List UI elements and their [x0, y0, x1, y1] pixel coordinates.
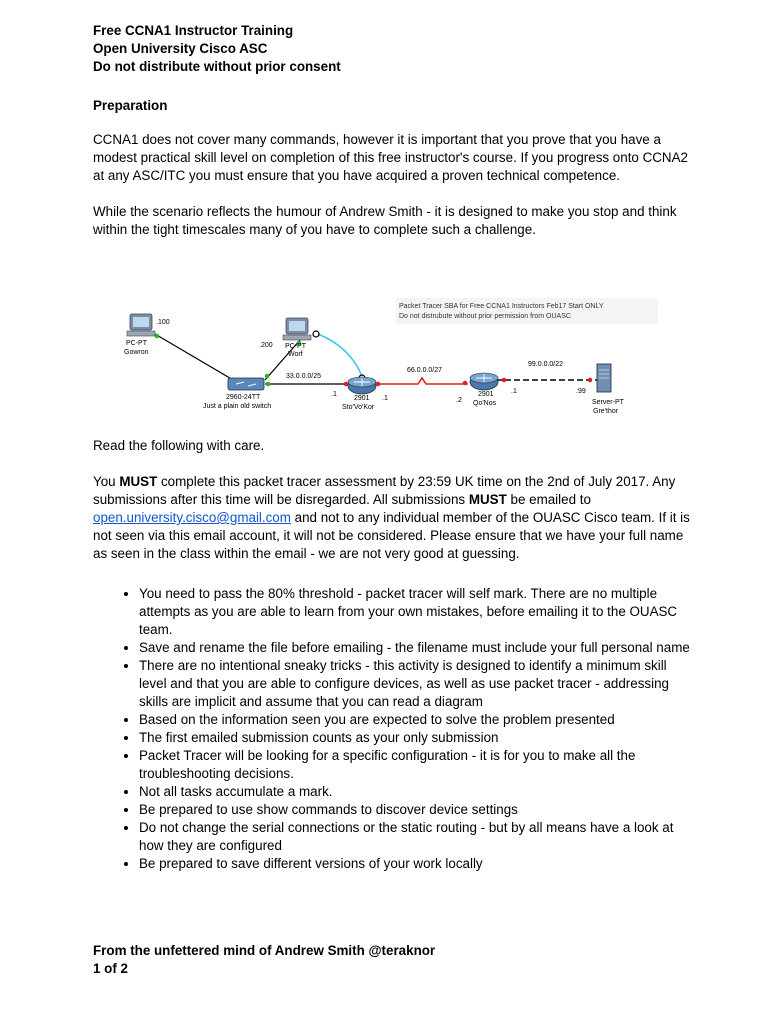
header-notice: Do not distribute without prior consent: [93, 59, 341, 74]
must-text-1: You: [93, 474, 120, 489]
pc1-ip-label: .100: [156, 319, 170, 326]
status-dot: [155, 334, 160, 339]
footer: [93, 942, 435, 978]
link-pc1-switch: [155, 334, 240, 384]
diagram-note-line1: Packet Tracer SBA for Free CCNA1 Instructors Feb17 Start ONLY: [399, 303, 604, 310]
must-emphasis-2: MUST: [468, 492, 507, 507]
header-title: Free CCNA1 Instructor Training: [93, 23, 294, 38]
router2-model-label: 2901: [478, 391, 494, 398]
diagram-note-box: [396, 298, 658, 324]
router1-left-ip: .1: [331, 391, 337, 398]
status-dot: [502, 378, 507, 383]
pc1-type-label: PC-PT: [126, 340, 147, 347]
serial-link: [375, 378, 468, 384]
network2-label: 66.0.0.0/27: [407, 367, 443, 374]
router-icon: [348, 377, 376, 394]
header-subtitle: Open University Cisco ASC: [93, 41, 268, 56]
status-dot: [265, 374, 270, 379]
server-ip-label: .99: [576, 388, 586, 395]
router2-right-ip: .1: [511, 388, 517, 395]
intro-paragraph: CCNA1 does not cover many commands, however it is important that you prove that you have a modest practical skill level on completion of this free instructor's course. If you progress onto CCNA2 at any ASC/ITC you must ensure that you have acquired a proven technical competence.: [93, 132, 688, 183]
switch-name-label: Just a plain old switch: [203, 403, 272, 410]
document-page: [93, 22, 693, 873]
console-cable: [318, 334, 362, 376]
list-item: • You need to pass the 80% threshold - packet tracer will self mark. There are no multiple attempts as you are able to learn from your own mistakes, before emailing it to the OUASC team.: [139, 585, 693, 639]
server-type-label: Server-PT: [592, 399, 624, 406]
router-icon: [470, 373, 498, 390]
switch-icon: [228, 378, 264, 390]
pc-icon: [283, 318, 311, 340]
list-item: • Packet Tracer will be looking for a specific configuration - it is for you to make all the troubleshooting decisions.: [139, 747, 693, 783]
status-dot: [344, 382, 349, 387]
network-diagram: [100, 292, 660, 422]
list-item: • Do not change the serial connections or the static routing - but by all means have a look at how they are configured: [139, 819, 693, 855]
pc2-ip-label: .200: [259, 342, 273, 349]
list-item: • Be prepared to save different versions of your work locally: [139, 855, 693, 873]
status-dot: [588, 378, 593, 383]
router2-name-label: Qo'Nos: [473, 400, 497, 407]
pc2-type-label: PC-PT: [285, 343, 306, 350]
pc-icon: [127, 314, 155, 336]
footer-author: From the unfettered mind of Andrew Smith @teraknor: [93, 943, 436, 958]
router1-name-label: Sto'Vo'Kor: [342, 404, 375, 411]
section-title: Preparation: [93, 98, 168, 113]
list-item: • Not all tasks accumulate a mark.: [139, 783, 693, 801]
list-item: • Based on the information seen you are expected to solve the problem presented: [139, 711, 693, 729]
list-item: • There are no intentional sneaky tricks - this activity is designed to identify a minimum skill level and that you are able to configure devices, as well as use packet tracer - addressing skills are implicit and assume that you can read a diagram: [139, 657, 693, 711]
status-dot: [376, 382, 381, 387]
router2-left-ip: .2: [456, 397, 462, 404]
must-text-4: and not to any individual member of the OUASC Cisco team. If it is not seen via this email account, it will not be considered. Please ensure that we have your full name as seen in the class within the email - we are not very good at guessing.: [93, 510, 690, 561]
server-icon: [597, 364, 611, 392]
must-emphasis-1: MUST: [119, 474, 158, 489]
network1-label: 33.0.0.0/25: [286, 373, 322, 380]
pc1-name-label: Gowron: [124, 349, 149, 356]
must-paragraph: [93, 473, 693, 563]
list-item: • The first emailed submission counts as your only submission: [139, 729, 693, 747]
read-care-text: Read the following with care.: [93, 438, 265, 453]
email-link[interactable]: open.university.cisco@gmail.com: [93, 510, 291, 525]
list-item: • Be prepared to use show commands to discover device settings: [139, 801, 693, 819]
diagram-note-line2: Do not distrubute without prior permission from OUASC: [399, 313, 571, 320]
list-item: • Save and rename the file before emailing - the filename must include your full personal name: [139, 639, 693, 657]
scenario-paragraph: While the scenario reflects the humour of Andrew Smith - it is designed to make you stop and think within the tight timescales many of you have to complete such a challenge.: [93, 204, 677, 237]
status-dot: [266, 382, 271, 387]
switch-model-label: 2960-24TT: [226, 394, 261, 401]
router1-right-ip: .1: [382, 395, 388, 402]
page-number: 1 of 2: [93, 961, 128, 976]
pc2-name-label: Worf: [288, 351, 303, 358]
must-text-3: be emailed to: [506, 492, 591, 507]
status-dot: [463, 381, 468, 386]
router1-model-label: 2901: [354, 395, 370, 402]
network3-label: 99.0.0.0/22: [528, 361, 564, 368]
server-name-label: Gre'thor: [593, 408, 619, 415]
must-text-2: complete this packet tracer assessment by 23:59 UK time on the 2nd of July 2017. Any submissions after this time will be disregarded. All submissions: [93, 474, 676, 507]
requirements-list: [93, 585, 693, 873]
